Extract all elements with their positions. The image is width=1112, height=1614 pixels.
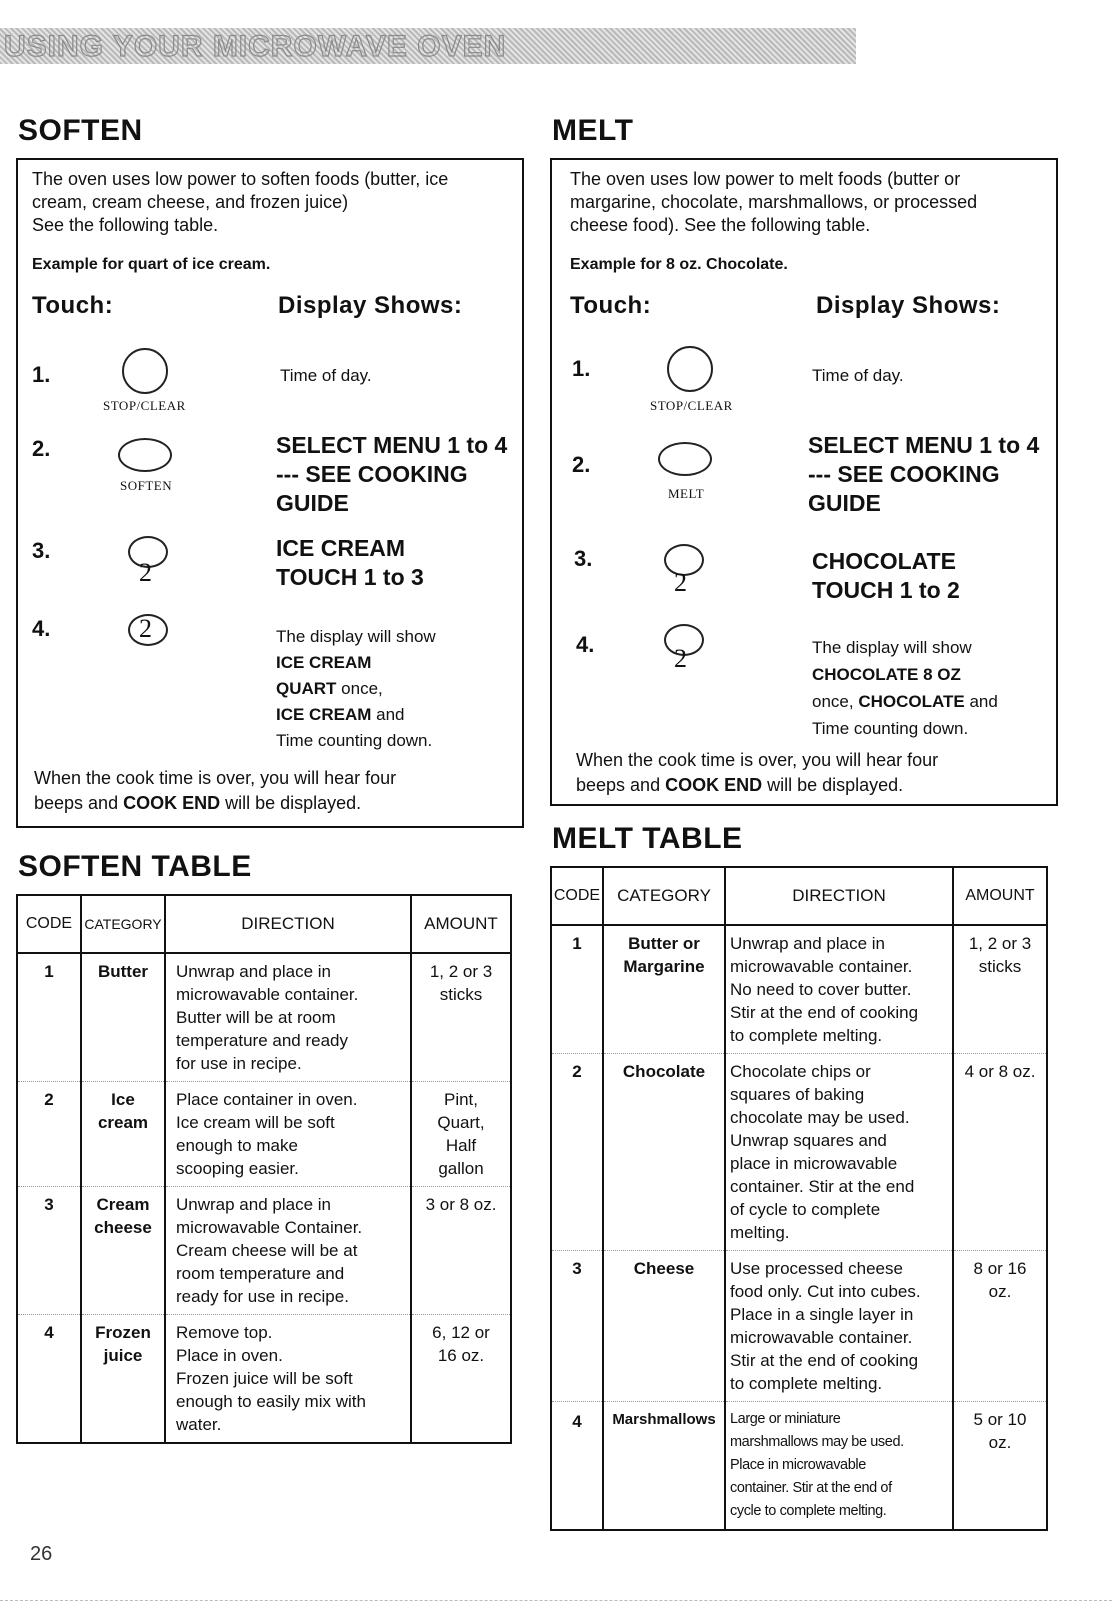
soften-key-icon[interactable] xyxy=(118,438,172,472)
soften-step-2-number: 2. xyxy=(32,436,51,461)
stop-clear-key-icon[interactable] xyxy=(122,348,168,394)
melt-step-1-display: Time of day. xyxy=(812,366,904,385)
melt-display-header: Display Shows: xyxy=(816,292,1001,319)
number-key-digit: 2 xyxy=(139,558,152,587)
soften-step-4-display: The display will show ICE CREAM QUART once, ICE CREAM and Time counting down. xyxy=(276,627,436,750)
bottom-divider xyxy=(0,1600,1112,1601)
direction-header: DIRECTION xyxy=(165,895,411,953)
number-key-digit: 2 xyxy=(139,614,152,643)
soften-step-1-display: Time of day. xyxy=(280,366,372,385)
amount-header: AMOUNT xyxy=(411,895,511,953)
soften-touch-header: Touch: xyxy=(32,292,114,319)
table-row: 4 Marshmallows Large or miniature marshmallows may be used. Place in microwavable container. Stir at the end of cycle to complete melting. 5 or 10 oz. xyxy=(551,1402,1047,1531)
stop-clear-key-label: STOP/CLEAR xyxy=(650,398,733,413)
melt-footer: When the cook time is over, you will hear four beeps and COOK END will be displayed. xyxy=(576,750,939,795)
melt-intro: The oven uses low power to melt foods (butter or margarine, chocolate, marshmallows, or processed cheese food). See the following table. xyxy=(570,169,978,235)
stop-clear-key-icon[interactable] xyxy=(667,346,713,392)
table-row: 2 Chocolate Chocolate chips or squares of baking chocolate may be used. Unwrap squares and place in microwavable container. Stir at the end of cycle to complete melting. 4 or 8 oz. xyxy=(551,1054,1047,1251)
category-header: CATEGORY xyxy=(603,867,725,925)
melt-table xyxy=(550,866,1048,1531)
soften-display-header: Display Shows: xyxy=(278,292,463,319)
soften-title: SOFTEN xyxy=(18,114,143,147)
soften-intro: The oven uses low power to soften foods (butter, ice cream, cream cheese, and frozen juice) See the following table. xyxy=(32,169,449,235)
soften-step-3-display: ICE CREAM TOUCH 1 to 3 xyxy=(276,535,424,590)
soften-footer: When the cook time is over, you will hear four beeps and COOK END will be displayed. xyxy=(34,768,397,813)
melt-step-2-number: 2. xyxy=(572,452,591,477)
section-banner xyxy=(0,28,856,64)
melt-key-label: MELT xyxy=(668,486,705,501)
category-header: CATEGORY xyxy=(81,895,165,953)
soften-step-4-number: 4. xyxy=(32,616,51,641)
amount-header: AMOUNT xyxy=(953,867,1047,925)
melt-table-title: MELT TABLE xyxy=(552,822,743,855)
direction-header: DIRECTION xyxy=(725,867,953,925)
melt-step-3-number: 3. xyxy=(574,546,593,571)
melt-step-1-number: 1. xyxy=(572,356,591,381)
number-key-digit: 2 xyxy=(674,568,687,597)
table-row: 2 Ice cream Place container in oven. Ice cream will be soft enough to make scooping easier. Pint, Quart, Half gallon xyxy=(17,1082,511,1187)
table-row: 3 Cheese Use processed cheese food only. Cut into cubes. Place in a single layer in microwavable container. Stir at the end of cooking to complete melting. 8 or 16 oz. xyxy=(551,1251,1047,1402)
code-header: CODE xyxy=(17,895,81,953)
code-header: CODE xyxy=(551,867,603,925)
table-row: 4 Frozen juice Remove top. Place in oven. Frozen juice will be soft enough to easily mix with water. 6, 12 or 16 oz. xyxy=(17,1315,511,1444)
melt-example: Example for 8 oz. Chocolate. xyxy=(570,256,788,273)
melt-step-2-display: SELECT MENU 1 to 4 --- SEE COOKING GUIDE xyxy=(808,432,1040,516)
soften-table xyxy=(16,894,512,1444)
page-number: 26 xyxy=(30,1543,53,1565)
soften-table-title: SOFTEN TABLE xyxy=(18,850,252,883)
melt-step-3-display: CHOCOLATE TOUCH 1 to 2 xyxy=(812,548,960,603)
soften-step-1-number: 1. xyxy=(32,362,51,387)
soften-key-label: SOFTEN xyxy=(120,478,173,493)
soften-example: Example for quart of ice cream. xyxy=(32,256,271,273)
melt-step-4-number: 4. xyxy=(576,632,595,657)
banner-text: USING YOUR MICROWAVE OVEN xyxy=(4,30,507,63)
table-row: 3 Cream cheese Unwrap and place in microwavable Container. Cream cheese will be at room temperature and ready for use in recipe. 3 or 8 oz. xyxy=(17,1187,511,1315)
melt-title: MELT xyxy=(552,114,634,147)
melt-step-4-display: The display will show CHOCOLATE 8 OZ once, CHOCOLATE and Time counting down. xyxy=(812,638,998,738)
table-row: 1 Butter or Margarine Unwrap and place in microwavable container. No need to cover butter. Stir at the end of cooking to complete melting. 1, 2 or 3 sticks xyxy=(551,925,1047,1054)
melt-touch-header: Touch: xyxy=(570,292,652,319)
table-row: 1 Butter Unwrap and place in microwavable container. Butter will be at room temperature and ready for use in recipe. 1, 2 or 3 sticks xyxy=(17,953,511,1082)
melt-key-icon[interactable] xyxy=(658,442,712,476)
number-key-digit: 2 xyxy=(674,644,687,673)
soften-step-2-display: SELECT MENU 1 to 4 --- SEE COOKING GUIDE xyxy=(276,432,508,516)
stop-clear-key-label: STOP/CLEAR xyxy=(103,398,186,413)
soften-step-3-number: 3. xyxy=(32,538,51,563)
